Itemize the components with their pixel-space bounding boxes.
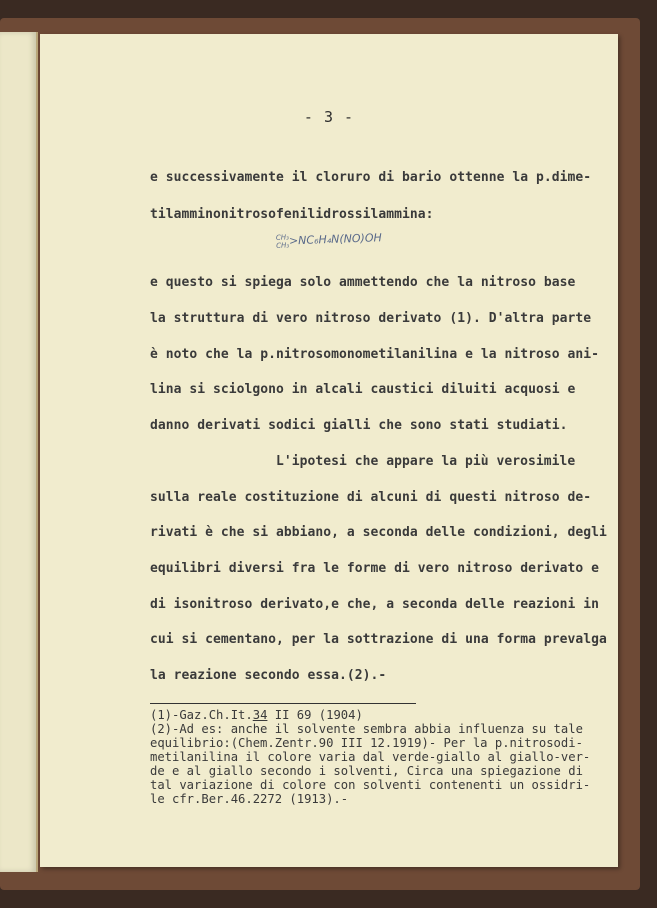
- formula-methyl-top: CH₃: [275, 233, 289, 242]
- document-page: [40, 34, 618, 867]
- body-line: la struttura di vero nitroso derivato (1). D'altra parte: [150, 311, 592, 326]
- page-number: - 3 -: [303, 108, 355, 126]
- body-line: equilibri diversi fra le forme di vero nitroso derivato e: [150, 561, 599, 576]
- formula-methyl-bottom: CH₃: [276, 241, 290, 250]
- footnote-line: metilanilina il colore varia dal verde-giallo al giallo-ver-: [150, 750, 591, 764]
- body-line: di isonitroso derivato,e che, a seconda delle reazioni in: [150, 597, 599, 612]
- body-line: e questo si spiega solo ammettendo che la nitroso base: [150, 275, 576, 290]
- footnote-1-suffix: II 69 (1904): [267, 708, 363, 722]
- body-line: L'ipotesi che appare la più verosimile: [276, 454, 576, 469]
- footnote-line: equilibrio:(Chem.Zentr.90 III 12.1919)- Per la p.nitrosodi-: [150, 736, 583, 750]
- body-line: lina si sciolgono in alcali caustici diluiti acquosi e: [150, 382, 576, 397]
- footnote-line: (2)-Ad es: anche il solvente sembra abbia influenza su tale: [150, 722, 583, 736]
- facing-page-edge: [0, 32, 38, 872]
- body-line: e successivamente il cloruro di bario ottenne la p.dime-: [150, 170, 592, 185]
- footnote-1-prefix: (1)-Gaz.Ch.It.: [150, 708, 253, 722]
- body-line: rivati è che si abbiano, a seconda delle condizioni, degli: [150, 525, 607, 540]
- body-line: la reazione secondo essa.(2).-: [150, 668, 387, 683]
- footnote-1-volume: 34: [252, 708, 268, 722]
- body-line: danno derivati sodici gialli che sono stati studiati.: [150, 418, 568, 433]
- body-line: tilamminonitrosofenilidrossilammina:: [150, 207, 434, 222]
- body-line: sulla reale costituzione di alcuni di questi nitroso de-: [150, 490, 592, 505]
- formula-rest: NC₆H₄N(NO)OH: [297, 231, 383, 248]
- footnote-line: de e al giallo secondo i solventi, Circa una spiegazione di: [150, 764, 583, 778]
- footnote-line: le cfr.Ber.46.2272 (1913).-: [150, 792, 349, 806]
- body-line: cui si cementano, per la sottrazione di una forma prevalga: [150, 632, 607, 647]
- handwritten-formula: CH₃ CH₃>NC₆H₄N(NO)OH: [275, 231, 383, 250]
- footnote-separator: [150, 703, 416, 704]
- footnote-1: [150, 708, 363, 722]
- footnote-line: tal variazione di colore con solventi contenenti un ossidri-: [150, 778, 591, 792]
- body-line: è noto che la p.nitrosomonometilanilina e la nitroso ani-: [150, 347, 599, 362]
